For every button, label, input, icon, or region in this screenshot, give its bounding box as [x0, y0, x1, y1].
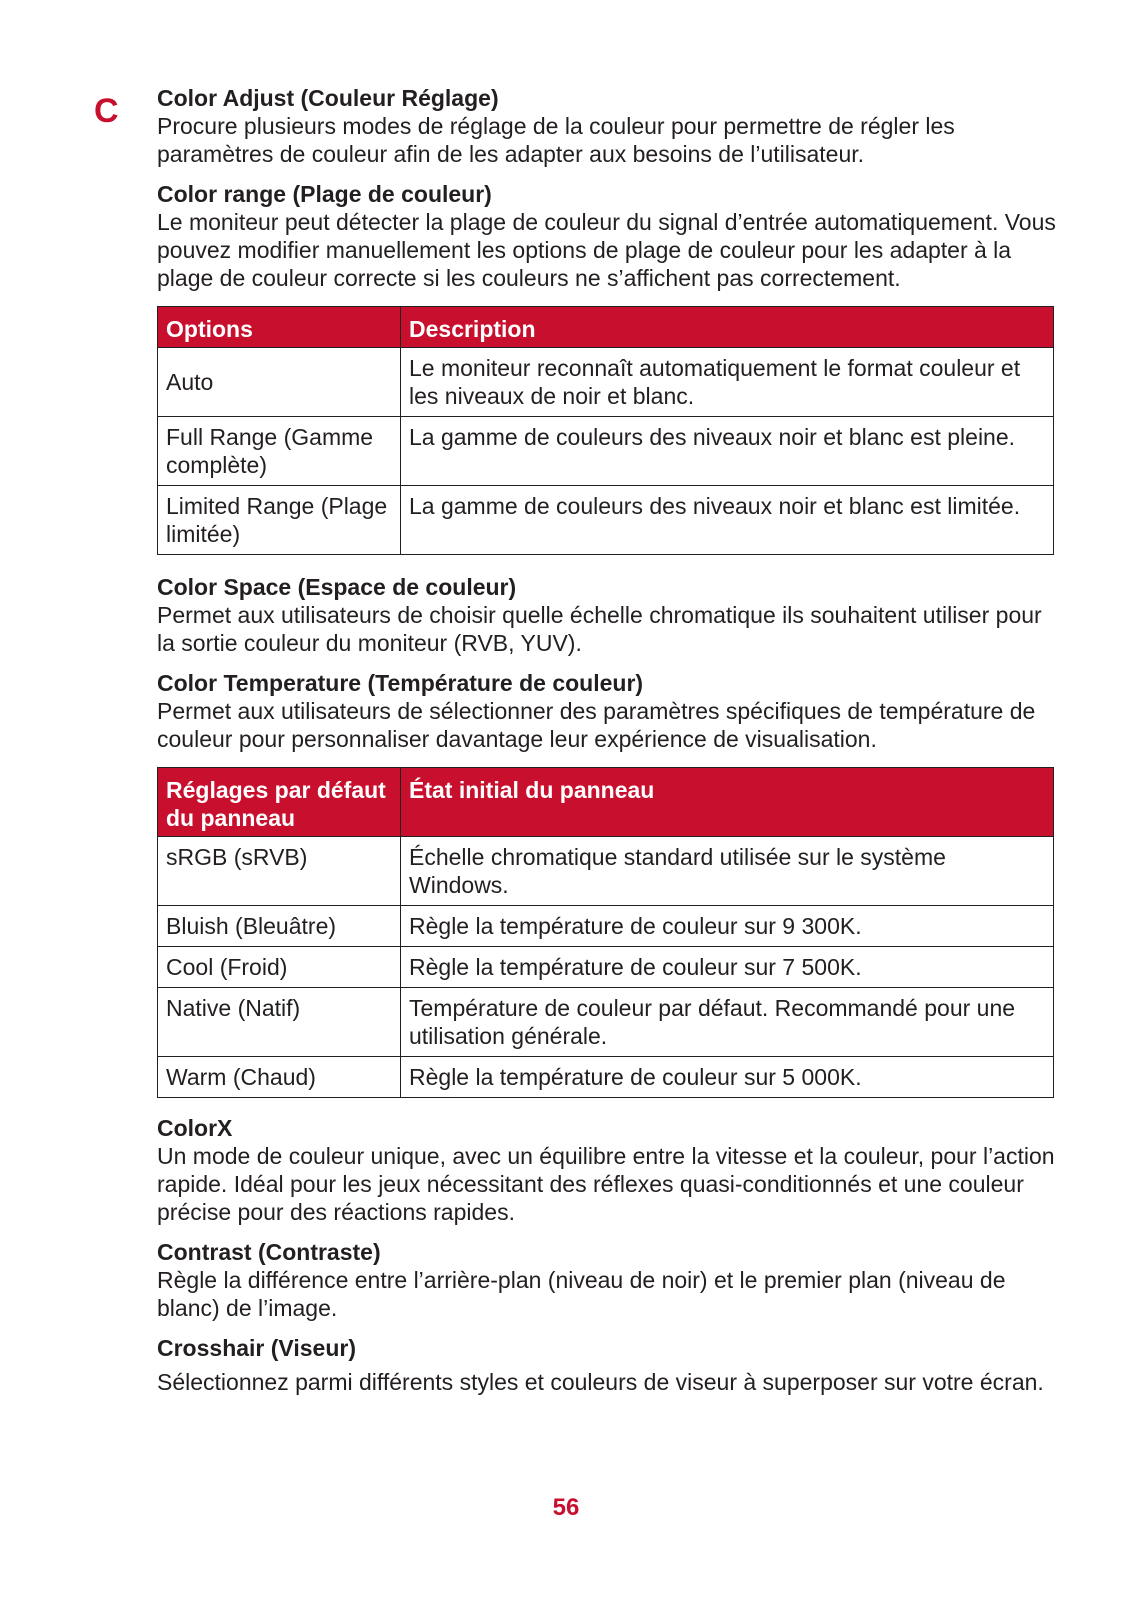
table-header-row: [158, 768, 1054, 837]
option-cell: Warm (Chaud): [158, 1057, 401, 1098]
description-cell: Règle la température de couleur sur 5 000K.: [401, 1057, 1054, 1098]
option-cell: Bluish (Bleuâtre): [158, 906, 401, 947]
color-range-section: [157, 180, 1057, 555]
color-space-title: Color Space (Espace de couleur): [157, 574, 517, 600]
color-temperature-text: Permet aux utilisateurs de sélectionner des paramètres spécifiques de température de couleur pour personnaliser davantage leur expérience de visualisation.: [157, 698, 1036, 752]
contrast-title: Contrast (Contraste): [157, 1239, 381, 1265]
page-number: 56: [552, 1494, 580, 1521]
crosshair-section: [157, 1334, 1057, 1396]
description-cell: La gamme de couleurs des niveaux noir et blanc est limitée.: [401, 486, 1054, 555]
table-row: [158, 906, 1054, 947]
description-cell: Le moniteur reconnaît automatiquement le format couleur et les niveaux de noir et blanc.: [401, 348, 1054, 417]
table-header-row: [158, 307, 1054, 348]
option-cell: Cool (Froid): [158, 947, 401, 988]
option-cell: Limited Range (Plage limitée): [158, 486, 401, 555]
column-header-initial-state: État initial du panneau: [401, 768, 1054, 837]
color-temperature-section: [157, 669, 1057, 1098]
crosshair-text: Sélectionnez parmi différents styles et couleurs de viseur à superposer sur votre écran.: [157, 1369, 1044, 1395]
colorx-section: [157, 1114, 1057, 1226]
table-row: [158, 1057, 1054, 1098]
description-cell: Règle la température de couleur sur 7 500K.: [401, 947, 1054, 988]
description-cell: Température de couleur par défaut. Recommandé pour une utilisation générale.: [401, 988, 1054, 1057]
color-range-text: Le moniteur peut détecter la plage de couleur du signal d’entrée automatiquement. Vous pouvez modifier manuellement les options de plage de couleur pour les adapter à la plage de couleur correcte si les couleurs ne s’affichent pas correctement.: [157, 209, 1056, 291]
color-adjust-title: Color Adjust (Couleur Réglage): [157, 85, 499, 111]
color-temperature-title: Color Temperature (Température de couleur): [157, 670, 644, 696]
color-temperature-table: [157, 767, 1054, 1098]
table-row: [158, 348, 1054, 417]
description-cell: Règle la température de couleur sur 9 300K.: [401, 906, 1054, 947]
column-header-description: Description: [401, 307, 1054, 348]
table-row: [158, 837, 1054, 906]
color-adjust-section: [157, 84, 1057, 168]
option-cell: Auto: [158, 348, 401, 417]
option-cell: Full Range (Gamme complète): [158, 417, 401, 486]
option-cell: sRGB (sRVB): [158, 837, 401, 906]
contrast-text: Règle la différence entre l’arrière-plan (niveau de noir) et le premier plan (niveau de blanc) de l’image.: [157, 1267, 1006, 1321]
description-cell: Échelle chromatique standard utilisée sur le système Windows.: [401, 837, 1054, 906]
option-cell: Native (Natif): [158, 988, 401, 1057]
section-letter: C: [94, 92, 119, 130]
color-space-section: [157, 573, 1057, 657]
contrast-section: [157, 1238, 1057, 1322]
crosshair-title: Crosshair (Viseur): [157, 1335, 356, 1361]
colorx-text: Un mode de couleur unique, avec un équilibre entre la vitesse et la couleur, pour l’action rapide. Idéal pour les jeux nécessitant des réflexes quasi-conditionnés et une couleur précise pour des réactions rapides.: [157, 1143, 1055, 1225]
page-content: [157, 84, 1057, 1396]
table-row: [158, 947, 1054, 988]
color-space-text: Permet aux utilisateurs de choisir quelle échelle chromatique ils souhaitent utiliser pour la sortie couleur du moniteur (RVB, YUV).: [157, 602, 1042, 656]
column-header-default-settings: Réglages par défaut du panneau: [158, 768, 401, 837]
table-row: [158, 486, 1054, 555]
description-cell: La gamme de couleurs des niveaux noir et blanc est pleine.: [401, 417, 1054, 486]
colorx-title: ColorX: [157, 1115, 233, 1141]
table-row: [158, 988, 1054, 1057]
column-header-options: Options: [158, 307, 401, 348]
color-adjust-text: Procure plusieurs modes de réglage de la couleur pour permettre de régler les paramètres de couleur afin de les adapter aux besoins de l’utilisateur.: [157, 113, 955, 167]
color-range-title: Color range (Plage de couleur): [157, 181, 492, 207]
color-range-table: [157, 306, 1054, 555]
table-row: [158, 417, 1054, 486]
